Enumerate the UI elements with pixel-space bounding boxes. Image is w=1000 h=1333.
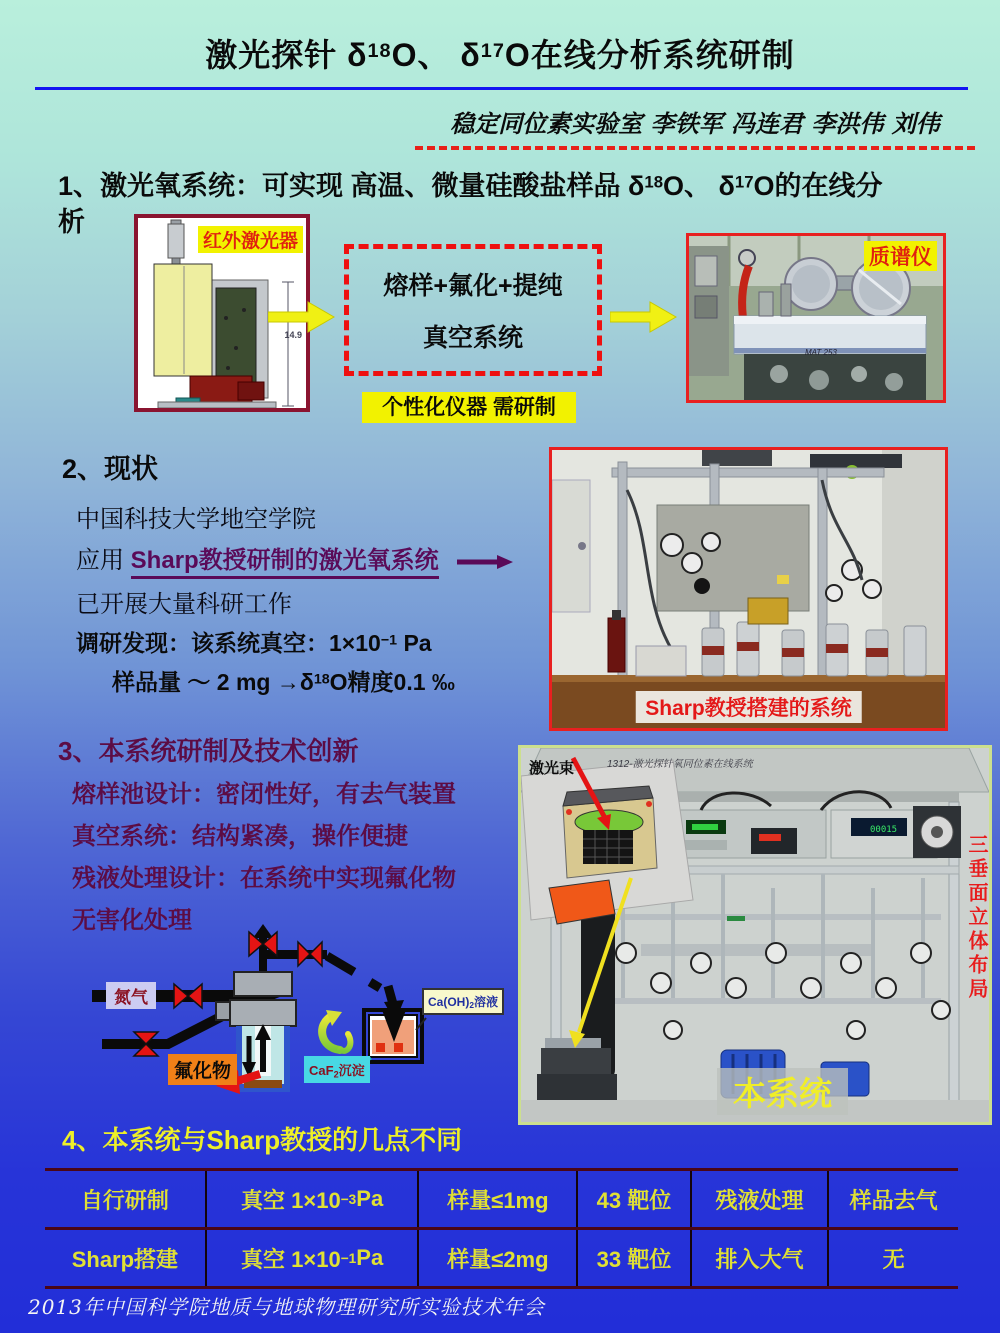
laser-beam-label: 激光束 <box>529 760 575 777</box>
infrared-laser-label: 红外激光器 <box>198 226 303 253</box>
caf2-precipitate-label: CaF$_2$沉淀 <box>304 1056 370 1083</box>
cell-built-by: 自行研制 <box>80 1187 169 1213</box>
title-sup-17: 17 <box>480 40 505 63</box>
our-system-label: 本系统 <box>717 1068 848 1115</box>
sharp-system-highlight: Sharp教授研制的激光氧系统 <box>131 547 439 579</box>
fluoride-treatment-schematic <box>88 924 512 1112</box>
nitrogen-label: 氮气 <box>106 982 156 1009</box>
cell-targets: 33 靶位 <box>576 1230 689 1286</box>
cell-sample: 样量≤1mg <box>417 1171 576 1227</box>
section1-heading: 1、激光氧系统：可实现 高温、微量硅酸盐样品 $\delta^{18}O$、 $\delta^{17}O$的在线分析 <box>58 171 883 238</box>
cell-residue: 排入大气 <box>690 1230 828 1286</box>
title-sup-18: 18 <box>367 40 392 63</box>
custom-instrument-note: 个性化仪器 需研制 <box>362 392 576 423</box>
section2-line2: 应用 Sharp教授研制的激光氧系统 <box>76 540 513 575</box>
section3-line3: 残液处理设计：在系统中实现氟化物 <box>72 865 456 892</box>
table-row <box>45 1230 958 1286</box>
page-title <box>0 30 1000 76</box>
cell-degas: 样品去气 <box>827 1171 958 1227</box>
section3-line4: 无害化处理 <box>72 907 192 934</box>
cell-built-by: Sharp搭建 <box>71 1246 179 1272</box>
title-text: 激光探针 δ <box>205 37 368 73</box>
comparison-table <box>45 1168 958 1289</box>
title-divider <box>35 87 968 90</box>
cell-degas: 无 <box>827 1230 958 1286</box>
title-text: O在线分析系统研制 <box>504 37 795 73</box>
section3-heading: 3、本系统研制及技术创新 <box>58 736 359 766</box>
flow-arrow-icon <box>610 300 678 334</box>
schematic-drawing <box>88 924 512 1112</box>
title-text: O、 δ <box>391 37 481 73</box>
system-banner-text: 1312-激光探针氧同位素在线系统 <box>607 759 753 770</box>
section2-sample-line: 样品量 ～ 2 mg $\to\delta^{18}O$精度0.1 ‰ <box>112 669 455 695</box>
process-box <box>344 244 602 376</box>
sharp-system-photo <box>549 447 948 731</box>
authors-line: 稳定同位素实验室 李铁军 冯连君 李洪伟 刘伟 <box>415 104 975 150</box>
cell-vacuum: 真空 1×10 −1 Pa <box>205 1230 418 1286</box>
flow-arrow-icon <box>268 300 336 334</box>
section2-vacuum-line: 调研发现：该系统真空：$1\times 10^{-1}$ Pa <box>76 630 432 656</box>
dimension-label: 14.9 <box>284 330 302 340</box>
cell-residue: 残液处理 <box>690 1171 828 1227</box>
conference-footer: 2013年中国科学院地质与地球物理研究所实验技术年会 <box>28 1295 545 1319</box>
table-row <box>45 1171 958 1230</box>
section2-line1: 中国科技大学地空学院 <box>76 506 316 533</box>
section2-line3: 已开展大量科研工作 <box>76 591 292 618</box>
process-line1: 熔样+氟化+提纯 <box>383 271 563 300</box>
section2-heading: 2、现状 <box>62 454 159 484</box>
cell-vacuum: 真空 1×10 −3 Pa <box>205 1171 418 1227</box>
our-system-illustration <box>521 748 989 1122</box>
fluoride-label: 氟化物 <box>168 1054 237 1085</box>
right-arrow-icon <box>457 553 513 571</box>
process-line2: 真空系统 <box>422 324 523 353</box>
cell-targets: 43 靶位 <box>576 1171 689 1227</box>
section3-line1: 熔样池设计：密闭性好，有去气装置 <box>72 781 456 808</box>
caoh-solution-label: $Ca(OH)_2$溶液 <box>422 988 504 1015</box>
sharp-photo-caption: Sharp教授搭建的系统 <box>635 691 862 723</box>
mass-spec-label: 质谱仪 <box>864 241 937 271</box>
section4-heading: 4、本系统与Sharp教授的几点不同 <box>62 1125 463 1155</box>
section3-line2: 真空系统：结构紧凑，操作便捷 <box>72 823 408 850</box>
ms-model-text: MAT 253 <box>805 348 837 357</box>
cell-sample: 样量≤2mg <box>417 1230 576 1286</box>
our-system-photo <box>518 745 992 1125</box>
sharp-lab-illustration <box>552 450 945 728</box>
instrument-display-value: 00015 <box>870 825 898 835</box>
mass-spectrometer-photo <box>686 233 946 403</box>
layout-note-vertical: 三垂面立体布局 <box>965 834 987 1002</box>
